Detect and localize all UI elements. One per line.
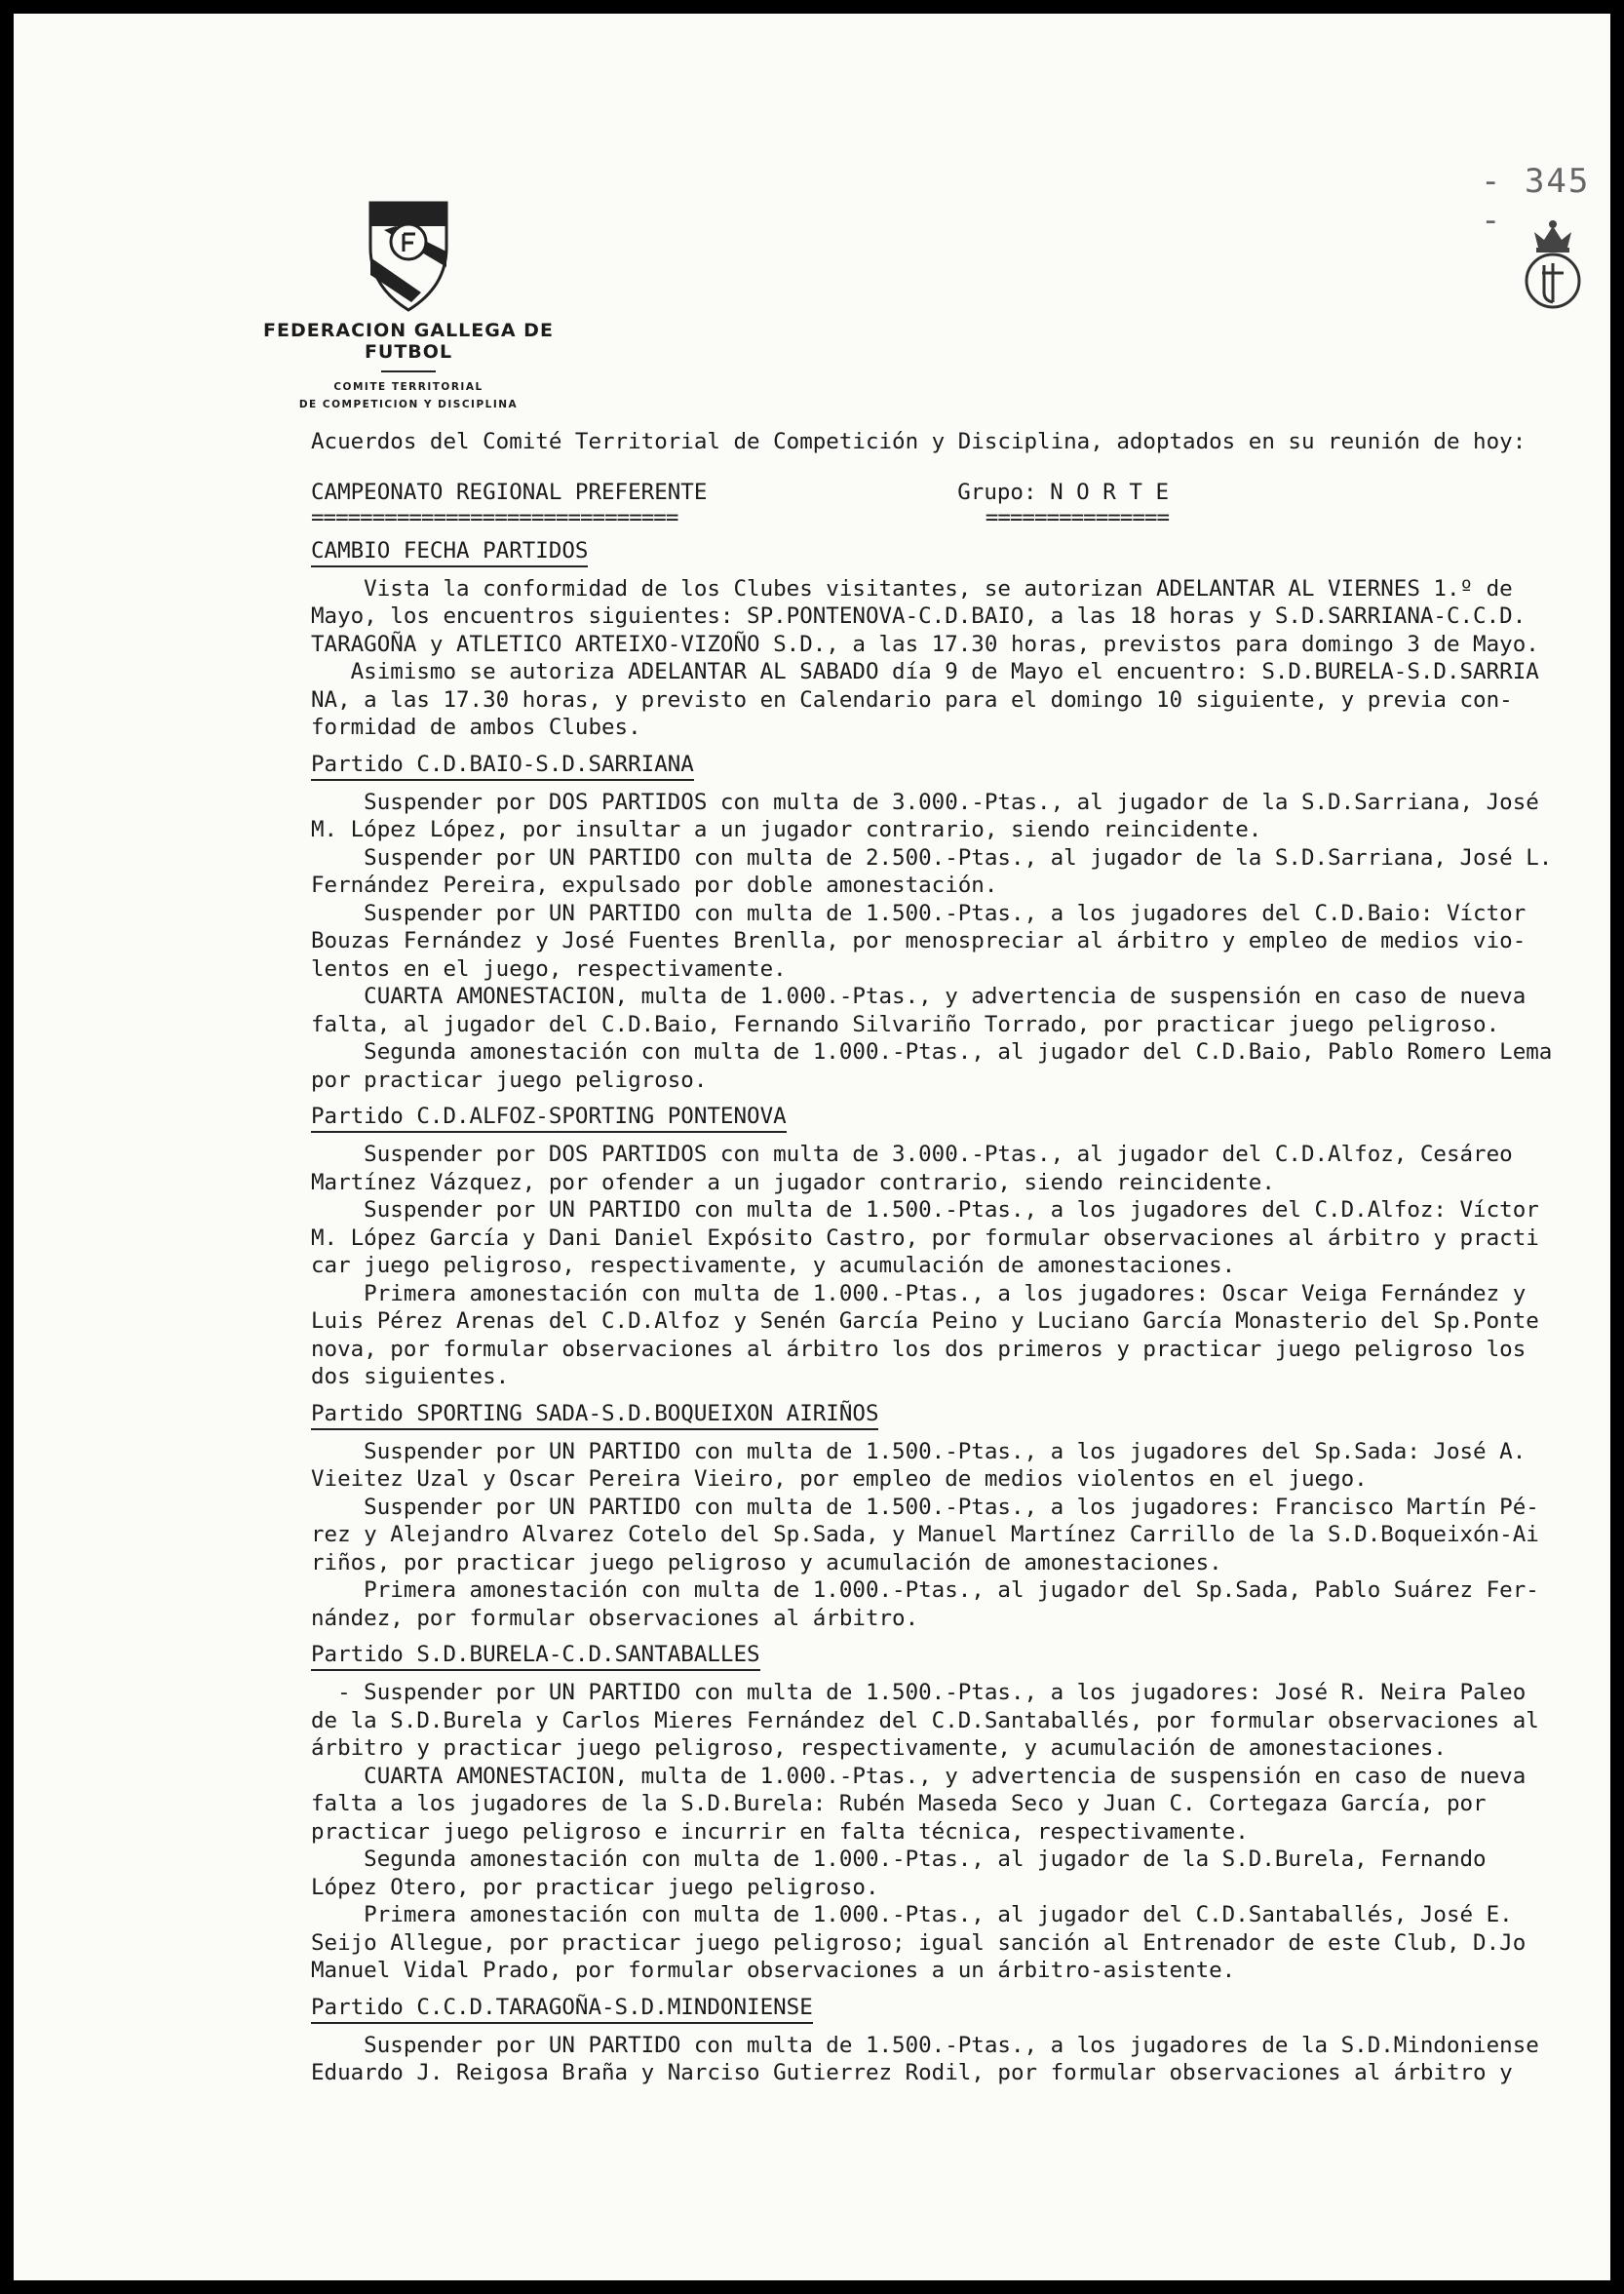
- text-line: falta, al jugador del C.D.Baio, Fernando Silvariño Torrado, por practicar juego peligroso.: [311, 1011, 1500, 1037]
- section: [311, 1640, 1610, 1985]
- text-line: nova, por formular observaciones al árbitro los dos primeros y practicar juego peligroso los: [311, 1336, 1527, 1362]
- text-line: Mayo, los encuentros siguientes: SP.PONTENOVA-C.D.BAIO, a las 18 horas y S.D.SARRIANA-C.C.D.: [311, 603, 1527, 629]
- document-body: [311, 428, 1610, 2087]
- section: [311, 536, 1610, 742]
- text-line: Suspender por DOS PARTIDOS con multa de 3.000.-Ptas., al jugador del C.D.Alfoz, Cesáreo: [311, 1142, 1513, 1167]
- text-line: por practicar juego peligroso.: [311, 1067, 708, 1093]
- text-line: car juego peligroso, respectivamente, y acumulación de amonestaciones.: [311, 1253, 1236, 1278]
- text-line: dos siguientes.: [311, 1364, 510, 1389]
- group-label: Grupo: N O R T E: [957, 479, 1169, 505]
- text-line: Luis Pérez Arenas del C.D.Alfoz y Senén García Peino y Luciano García Monasterio del Sp.Ponte: [311, 1308, 1539, 1334]
- federation-shield-icon: [365, 197, 452, 316]
- text-line: - Suspender por UN PARTIDO con multa de 1.500.-Ptas., a los jugadores: José R. Neira Paleo: [311, 1680, 1527, 1705]
- section: [311, 1102, 1610, 1391]
- committee-line-1: COMITE TERRITORIAL: [333, 381, 483, 393]
- section-heading: Partido SPORTING SADA-S.D.BOQUEIXON AIRIÑOS: [311, 1399, 878, 1430]
- section-heading: CAMBIO FECHA PARTIDOS: [311, 536, 588, 567]
- letterhead: [248, 197, 569, 413]
- text-line: M. López García y Dani Daniel Expósito Castro, por formular observaciones al árbitro y practi: [311, 1225, 1539, 1251]
- championship-title: CAMPEONATO REGIONAL PREFERENTE: [311, 479, 708, 505]
- text-line: Segunda amonestación con multa de 1.000.-Ptas., al jugador de la S.D.Burela, Fernando: [311, 1847, 1487, 1872]
- text-line: Segunda amonestación con multa de 1.000.-Ptas., al jugador del C.D.Baio, Pablo Romero Lema: [311, 1039, 1553, 1065]
- text-line: Bouzas Fernández y José Fuentes Brenlla, por menospreciar al árbitro y empleo de medios vio-: [311, 928, 1527, 953]
- committee-line-2: DE COMPETICION Y DISCIPLINA: [298, 399, 519, 410]
- text-line: Eduardo J. Reigosa Braña y Narciso Gutierrez Rodil, por formular observaciones al árbitro y: [311, 2060, 1513, 2085]
- text-line: Primera amonestación con multa de 1.000.-Ptas., al jugador del Sp.Sada, Pablo Suárez Fer-: [311, 1577, 1539, 1603]
- text-line: Suspender por UN PARTIDO con multa de 1.500.-Ptas., a los jugadores de la S.D.Mindoniense: [311, 2032, 1539, 2058]
- section: [311, 1993, 1610, 2087]
- text-line: Suspender por UN PARTIDO con multa de 1.500.-Ptas., a los jugadores del C.D.Baio: Víctor: [311, 900, 1527, 926]
- intro-text: Acuerdos del Comité Territorial de Competición y Disciplina, adoptados en su reunión de hoy:: [311, 429, 1527, 454]
- title-underline: ==============================: [311, 504, 678, 530]
- text-line: CUARTA AMONESTACION, multa de 1.000.-Ptas., y advertencia de suspensión en caso de nueva: [311, 984, 1527, 1009]
- text-line: Suspender por UN PARTIDO con multa de 1.500.-Ptas., a los jugadores del C.D.Alfoz: Víctor: [311, 1197, 1539, 1223]
- text-line: Seijo Allegue, por practicar juego peligroso; igual sanción al Entrenador de este Club, D.Jo: [311, 1929, 1527, 1956]
- section-heading: Partido C.C.D.TARAGOÑA-S.D.MINDONIENSE: [311, 1993, 813, 2024]
- document-page: [14, 14, 1610, 2280]
- text-line: Primera amonestación con multa de 1.000.-Ptas., al jugador del C.D.Santaballés, José E.: [311, 1902, 1513, 1927]
- text-line: Martínez Vázquez, por ofender a un jugador contrario, siendo reincidente.: [311, 1169, 1275, 1195]
- text-line: TARAGOÑA y ATLETICO ARTEIXO-VIZOÑO S.D., a las 17.30 horas, previstos para domingo 3 de Mayo.: [311, 631, 1539, 657]
- text-line: NA, a las 17.30 horas, y previsto en Calendario para el domingo 10 siguiente, y previa con-: [311, 686, 1513, 713]
- text-line: Manuel Vidal Prado, por formular observaciones a un árbitro-asistente.: [311, 1958, 1236, 1983]
- section-heading: Partido C.D.BAIO-S.D.SARRIANA: [311, 750, 694, 781]
- text-line: Suspender por DOS PARTIDOS con multa de 3.000.-Ptas., al jugador de la S.D.Sarriana, José: [311, 789, 1539, 815]
- text-line: M. López López, por insultar a un jugador contrario, siendo reincidente.: [311, 817, 1262, 842]
- section: [311, 1399, 1610, 1633]
- text-line: falta a los jugadores de la S.D.Burela: Rubén Maseda Seco y Juan C. Cortegaza García, por: [311, 1791, 1487, 1816]
- group-underline: ===============: [985, 504, 1169, 530]
- letterhead-divider: [381, 370, 436, 372]
- text-line: CUARTA AMONESTACION, multa de 1.000.-Ptas., y advertencia de suspensión en caso de nueva: [311, 1763, 1527, 1789]
- text-line: formidad de ambos Clubes.: [311, 715, 641, 740]
- section-heading: Partido C.D.ALFOZ-SPORTING PONTENOVA: [311, 1102, 787, 1133]
- text-line: Asimismo se autoriza ADELANTAR AL SABADO día 9 de Mayo el encuentro: S.D.BURELA-S.D.SARRIA: [311, 659, 1539, 684]
- text-line: Fernández Pereira, expulsado por doble amonestación.: [311, 873, 998, 898]
- text-line: Suspender por UN PARTIDO con multa de 1.500.-Ptas., a los jugadores del Sp.Sada: José A.: [311, 1438, 1527, 1464]
- championship-header: [311, 478, 1610, 528]
- text-line: Suspender por UN PARTIDO con multa de 1.500.-Ptas., a los jugadores: Francisco Martín Pé-: [311, 1494, 1539, 1520]
- text-line: árbitro y practicar juego peligroso, respectivamente, y acumulación de amonestaciones.: [311, 1735, 1447, 1761]
- text-line: nández, por formular observaciones al árbitro.: [311, 1605, 919, 1631]
- federation-name: FEDERACION GALLEGA DE FUTBOL: [263, 320, 554, 363]
- page-number: - 345 -: [1481, 162, 1591, 240]
- crowned-emblem-icon: [1521, 218, 1585, 312]
- text-line: practicar juego peligroso e incurrir en falta técnica, respectivamente.: [311, 1818, 1249, 1845]
- section: [311, 750, 1610, 1095]
- section-heading: Partido S.D.BURELA-C.D.SANTABALLES: [311, 1640, 760, 1671]
- text-line: lentos en el juego, respectivamente.: [311, 955, 787, 982]
- text-line: López Otero, por practicar juego peligroso.: [311, 1874, 879, 1900]
- text-line: rez y Alejandro Alvarez Cotelo del Sp.Sada, y Manuel Martínez Carrillo de la S.D.Boqueixón-Ai: [311, 1522, 1539, 1547]
- text-line: Suspender por UN PARTIDO con multa de 2.500.-Ptas., al jugador de la S.D.Sarriana, José L.: [311, 844, 1553, 871]
- text-line: Vieitez Uzal y Oscar Pereira Vieiro, por empleo de medios violentos en el juego.: [311, 1466, 1368, 1492]
- text-line: Primera amonestación con multa de 1.000.-Ptas., a los jugadores: Oscar Veiga Fernández y: [311, 1280, 1527, 1306]
- text-line: Vista la conformidad de los Clubes visitantes, se autorizan ADELANTAR AL VIERNES 1.º de: [311, 575, 1513, 602]
- sections-container: [311, 536, 1610, 2087]
- text-line: de la S.D.Burela y Carlos Mieres Fernández del C.D.Santaballés, por formular observaciones al: [311, 1707, 1539, 1733]
- text-line: riños, por practicar juego peligroso y acumulación de amonestaciones.: [311, 1549, 1222, 1575]
